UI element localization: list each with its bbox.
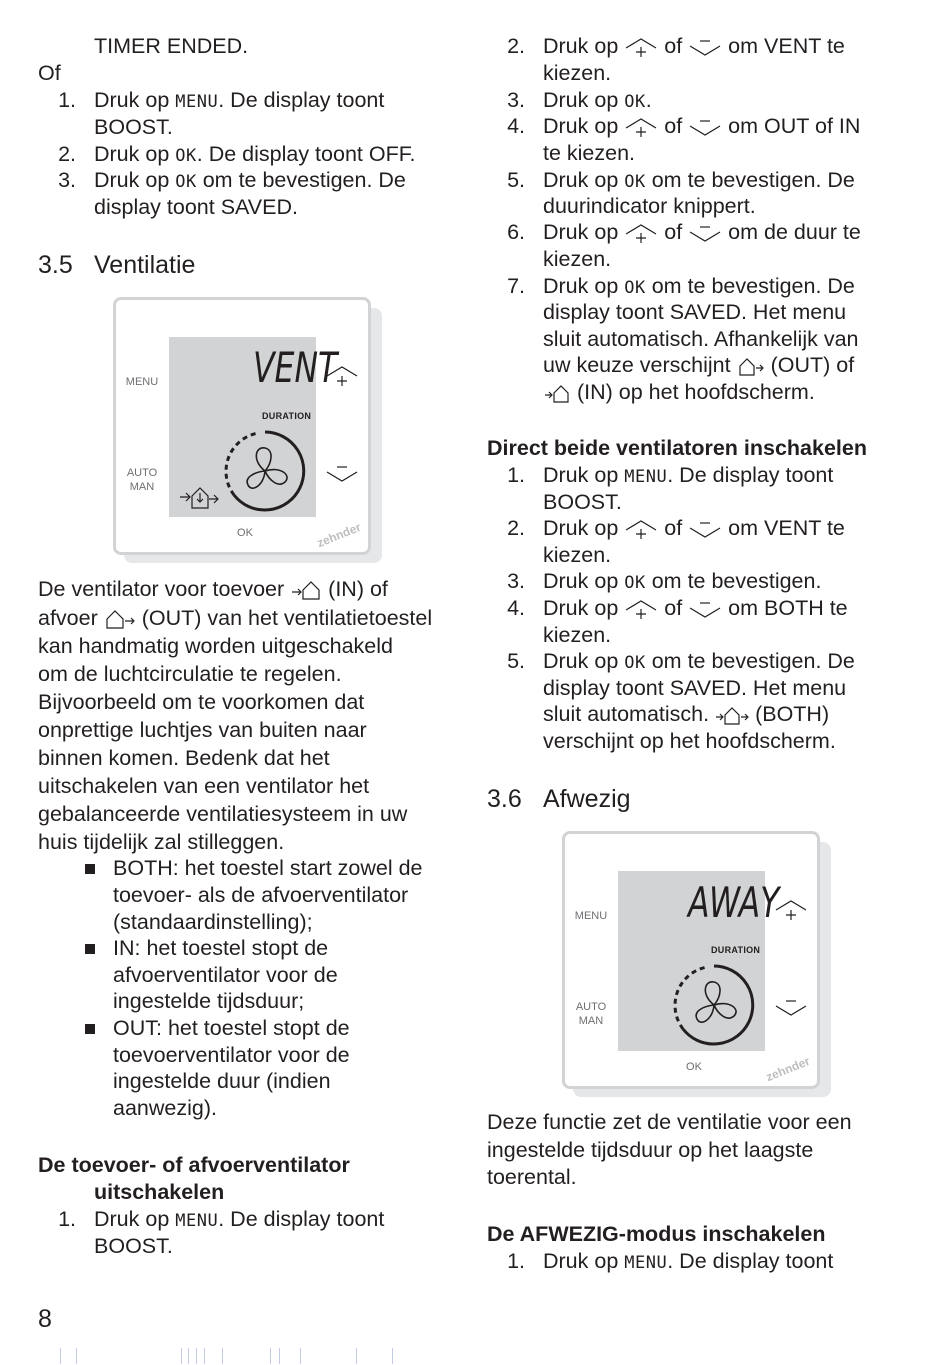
step-number: 3. [507,569,525,593]
paragraph-line: Deze functie zet de ventilatie voor een [487,1110,852,1134]
step-text: BOOST. [543,490,622,514]
menu-label: MENU [125,376,159,388]
step-text: Druk op MENU. De display toont [94,88,385,112]
fan-icon [222,428,308,514]
paragraph-line: uitschakelen van een ventilator het [38,774,370,798]
step-text: kiezen. [543,247,612,271]
sub-heading: Direct beide ventilatoren inschakelen [487,436,867,460]
bullet-marker [85,944,95,954]
paragraph-line: De ventilator voor toevoer (IN) of [38,577,388,601]
house-out-icon [737,355,765,377]
bullet-text: toevoerventilator voor de [113,1043,350,1067]
down-arrow-icon [325,462,359,486]
ok-label: OK [237,527,253,539]
fan-icon [671,962,757,1048]
page-number: 8 [38,1305,52,1333]
house-both-icon [179,483,219,511]
step-text: kiezen. [543,61,612,85]
step-text: Druk op MENU. De display toont [94,1207,385,1231]
ok-key: OK [624,92,646,112]
step-text: BOOST. [94,1234,173,1258]
ok-key: OK [624,573,646,593]
paragraph-line: afvoer (OUT) van het ventilatietoestel [38,606,433,630]
step-number: 4. [507,114,525,138]
step-text: Druk op OK. De display toont OFF. [94,142,416,166]
ok-key: OK [175,172,197,192]
house-in-icon [290,579,322,601]
bullet-text: IN: het toestel stopt de [113,936,329,960]
step-text: te kiezen. [543,141,636,165]
down-arrow-icon [688,222,722,244]
bullet-text: afvoerventilator voor de [113,963,338,987]
sub-heading: De toevoer- of afvoerventilator [38,1153,350,1177]
duration-label: DURATION [711,945,761,955]
bullet-text: aanwezig). [113,1096,217,1120]
house-in-icon [543,382,571,404]
house-both-icon [715,704,749,726]
step-text: Druk op OK. [543,88,652,112]
bullet-text: ingestelde duur (indien [113,1069,331,1093]
step-text: kiezen. [543,543,612,567]
bullet-marker [85,1024,95,1034]
sub-heading: uitschakelen [94,1180,225,1204]
step-text: display toont SAVED. Het menu [543,300,847,324]
step-text: display toont SAVED. [94,195,298,219]
section-number: 3.6 [487,785,522,813]
step-number: 7. [507,274,525,298]
step-number: 1. [507,1249,525,1273]
up-arrow-icon [624,116,658,138]
step-number: 2. [58,142,76,166]
display-text: VENT [253,343,338,392]
paragraph-line: huis tijdelijk zal stilleggen. [38,830,285,854]
section-number: 3.5 [38,251,73,279]
step-text: Druk op MENU. De display toont [543,463,834,487]
step-text: Druk op MENU. De display toont [543,1249,834,1273]
step-text: Druk op OK om te bevestigen. De [543,274,855,298]
paragraph-line: om de luchtcirculatie te regelen. [38,662,342,686]
step-text: uw keuze verschijnt (OUT) of [543,353,855,377]
step-text: Druk op OK om te bevestigen. [543,569,822,593]
paragraph-line: ingestelde tijdsduur op het laagste [487,1138,814,1162]
step-number: 3. [507,88,525,112]
menu-key: MENU [624,467,668,487]
duration-label: DURATION [262,411,312,421]
up-arrow-icon [624,222,658,244]
ok-label: OK [686,1061,702,1073]
bullet-text: (standaardinstelling); [113,910,313,934]
down-arrow-icon [688,518,722,540]
step-text: Druk op of om de duur te [543,220,861,244]
ok-key: OK [624,278,646,298]
step-text: Druk op OK om te bevestigen. De [543,649,855,673]
step-text: Druk op OK om te bevestigen. De [543,168,855,192]
section-title: Afwezig [543,785,631,813]
bullet-text: toevoer- als de afvoerventilator [113,883,409,907]
menu-key: MENU [175,1211,219,1231]
or-text: Of [38,61,61,85]
bullet-text: OUT: het toestel stopt de [113,1016,350,1040]
bullet-text: BOTH: het toestel start zowel de [113,856,423,880]
up-arrow-icon [624,518,658,540]
step-text: duurindicator knippert. [543,194,756,218]
step-text: Druk op OK om te bevestigen. De [94,168,406,192]
step-text: display toont SAVED. Het menu [543,676,847,700]
step-number: 1. [58,1207,76,1231]
step-number: 1. [507,463,525,487]
display-text: AWAY [688,878,780,927]
step-number: 6. [507,220,525,244]
step-text: Druk op of om VENT te [543,516,845,540]
bullet-text: ingestelde tijdsduur; [113,989,305,1013]
down-arrow-icon [688,598,722,620]
menu-key: MENU [175,92,219,112]
step-number: 1. [58,88,76,112]
step-text: Druk op of om VENT te [543,34,845,58]
paragraph-line: toerental. [487,1165,577,1189]
paragraph-line: Bijvoorbeeld om te voorkomen dat [38,690,365,714]
brand-logo: zehnder [314,519,363,551]
paragraph-line: kan handmatig worden uitgeschakeld [38,634,393,658]
step-number: 2. [507,516,525,540]
step-text: sluit automatisch. (BOTH) [543,702,830,726]
man-label: MAN [578,1015,604,1027]
step-number: 5. [507,649,525,673]
step-text: (IN) op het hoofdscherm. [543,379,815,406]
paragraph-line: gebalanceerde ventilatiesysteem in uw [38,802,408,826]
brand-logo: zehnder [763,1053,812,1085]
house-out-icon [104,608,136,630]
menu-label: MENU [574,910,608,922]
carry-text: TIMER ENDED. [94,34,249,58]
down-arrow-icon [774,996,808,1020]
up-arrow-icon [774,898,808,922]
up-arrow-icon [624,598,658,620]
step-text: verschijnt op het hoofdscherm. [543,729,836,753]
paragraph-line: binnen komen. Bedenk dat het [38,746,330,770]
ok-key: OK [624,172,646,192]
step-number: 4. [507,596,525,620]
step-text: sluit automatisch. Afhankelijk van [543,327,859,351]
ok-key: OK [175,146,197,166]
bullet-marker [85,864,95,874]
up-arrow-icon [325,364,359,388]
step-text: Druk op of om OUT of IN [543,114,861,138]
step-text: BOOST. [94,115,173,139]
step-number: 3. [58,168,76,192]
paragraph-line: onprettige luchtjes van buiten naar [38,718,367,742]
auto-label: AUTO [126,467,158,479]
up-arrow-icon [624,36,658,58]
section-title: Ventilatie [94,251,196,279]
man-label: MAN [129,481,155,493]
auto-label: AUTO [575,1001,607,1013]
menu-key: MENU [624,1253,668,1273]
step-number: 2. [507,34,525,58]
ok-key: OK [624,653,646,673]
down-arrow-icon [688,36,722,58]
down-arrow-icon [688,116,722,138]
sub-heading: De AFWEZIG-modus inschakelen [487,1222,826,1246]
step-number: 5. [507,168,525,192]
step-text: kiezen. [543,623,612,647]
step-text: Druk op of om BOTH te [543,596,848,620]
